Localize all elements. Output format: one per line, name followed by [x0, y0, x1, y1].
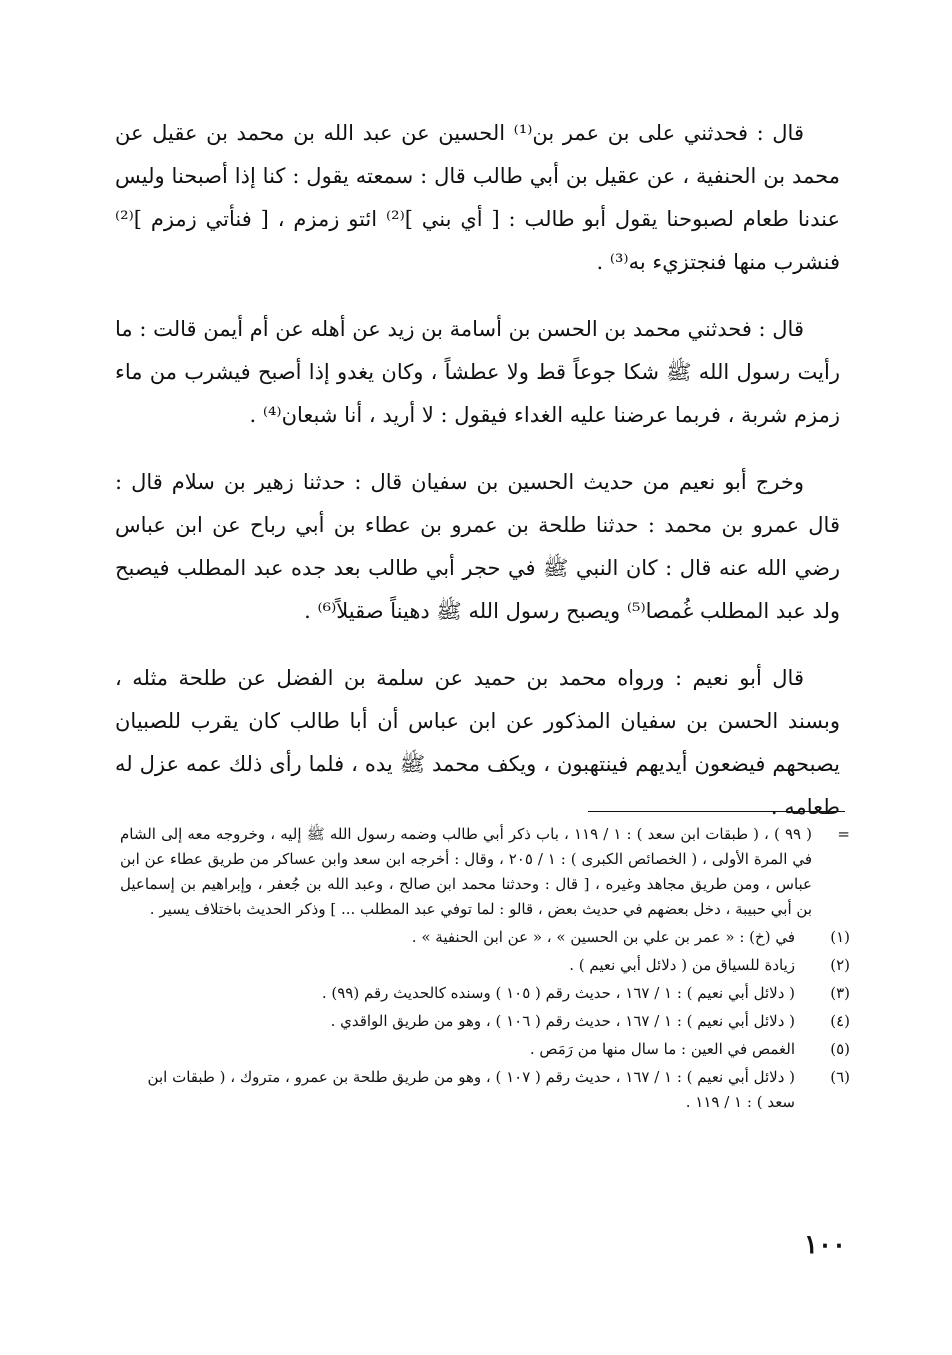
- footnote-6: [120, 1065, 850, 1115]
- footnote-number: (٢): [830, 956, 850, 974]
- paragraph-2: قال : فحدثني محمد بن الحسن بن أسامة بن زيد عن أهله عن أم أيمن قالت : ما رأيت رسول الله ﷺ شكا جوعاً قط ولا عطشاً ، وكان يغدو إذا أصبح فيشرب من ماء زمزم شربة ، فربما عرضنا عليه الغداء فيقول : لا أريد ، أنا شبعان⁽⁴⁾ .: [115, 317, 840, 427]
- footnote-number: (١): [830, 928, 850, 946]
- footnote-text: ( دلائل أبي نعيم ) : ١ / ١٦٧ ، حديث رقم ( ١٠٥ ) وسنده كالحديث رقم (٩٩) .: [321, 984, 795, 1002]
- footnote-text: ( دلائل أبي نعيم ) : ١ / ١٦٧ ، حديث رقم ( ١٠٦ ) ، وهو من طريق الواقدي .: [330, 1012, 795, 1030]
- footnote-3: [120, 981, 850, 1006]
- footnote-5: [120, 1037, 850, 1062]
- paragraph-3: وخرج أبو نعيم من حديث الحسين بن سفيان قال : حدثنا زهير بن سلام قال : قال عمرو بن محمد : حدثنا طلحة بن عمرو بن عطاء بن أبي رباح عن ابن عباس رضي الله عنه قال : كان النبي ﷺ في حجر أبي طالب بعد جده عبد المطلب فيصبح ولد عبد المطلب غُمصا⁽⁵⁾ ويصبح رسول الله ﷺ دهيناً صقيلاً⁽⁶⁾ .: [115, 470, 840, 623]
- footnote-number: (٣): [830, 984, 850, 1002]
- main-text: [115, 112, 840, 829]
- footnote-text: الغمص في العين : ما سال منها من رَمَص .: [529, 1040, 795, 1058]
- footnote-number: (٤): [830, 1012, 850, 1030]
- paragraph-4: قال أبو نعيم : ورواه محمد بن حميد عن سلمة بن الفضل عن طلحة مثله ، وبسند الحسن بن سفيان المذكور عن ابن عباس أن أبا طالب كان يقرب للصبيان يصبحهم فيضعون أيديهم فينتهبون ، ويكف محمد ﷺ يده ، فلما رأى ذلك عمه عزل له طعامه .: [115, 666, 840, 819]
- footnote-continuation: [120, 822, 850, 922]
- footnote-text: في (خ) : « عمر بن علي بن الحسين » ، « عن ابن الحنفية » .: [411, 928, 795, 946]
- footnote-separator: [588, 811, 845, 812]
- footnote-4: [120, 1009, 850, 1034]
- footnote-text: زيادة للسياق من ( دلائل أبي نعيم ) .: [569, 956, 795, 974]
- page-number: ١٠٠: [804, 1230, 846, 1260]
- footnote-number: (٥): [830, 1040, 850, 1058]
- paragraph-1: قال : فحدثني على بن عمر بن⁽¹⁾ الحسين عن عبد الله بن محمد بن عقيل عن محمد بن الحنفية ، عن عقيل بن أبي طالب قال : سمعته يقول : كنا إذا أصبحنا وليس عندنا طعام لصبوحنا يقول أبو طالب : [ أي بني ]⁽²⁾ ائتو زمزم ، [ فنأتي زمزم ]⁽²⁾ فنشرب منها فنجتزيء به⁽³⁾ .: [115, 121, 840, 274]
- continuation-text: ( ٩٩ ) ، ( طبقات ابن سعد ) : ١ / ١١٩ ، باب ذكر أبي طالب وضمه رسول الله ﷺ إليه ، وخروجه معه إلى الشام في المرة الأولى ، ( الخصائص الكبرى ) : ١ / ٢٠٥ ، وقال : أخرجه ابن سعد وابن عساكر من طريق عطاء عن ابن عباس ، ومن طريق مجاهد وغيره ، [ قال : وحدثنا محمد ابن صالح ، وعبد الله بن جُعفر ، وإبراهيم بن إسماعيل بن أبي حبيبة ، دخل بعضهم في حديث بعض ، قالو : لما توفي عبد المطلب ... ] وذكر الحديث باختلاف يسير .: [120, 825, 813, 918]
- footnote-2: [120, 953, 850, 978]
- footnotes: [120, 822, 850, 1115]
- continuation-mark: =: [837, 825, 850, 843]
- footnote-number: (٦): [830, 1068, 850, 1086]
- footnote-text: ( دلائل أبي نعيم ) : ١ / ١٦٧ ، حديث رقم ( ١٠٧ ) ، وهو من طريق طلحة بن عمرو ، متروك ، ( طبقات ابن سعد ) : ١ / ١١٩ .: [147, 1068, 795, 1111]
- footnote-1: [120, 925, 850, 950]
